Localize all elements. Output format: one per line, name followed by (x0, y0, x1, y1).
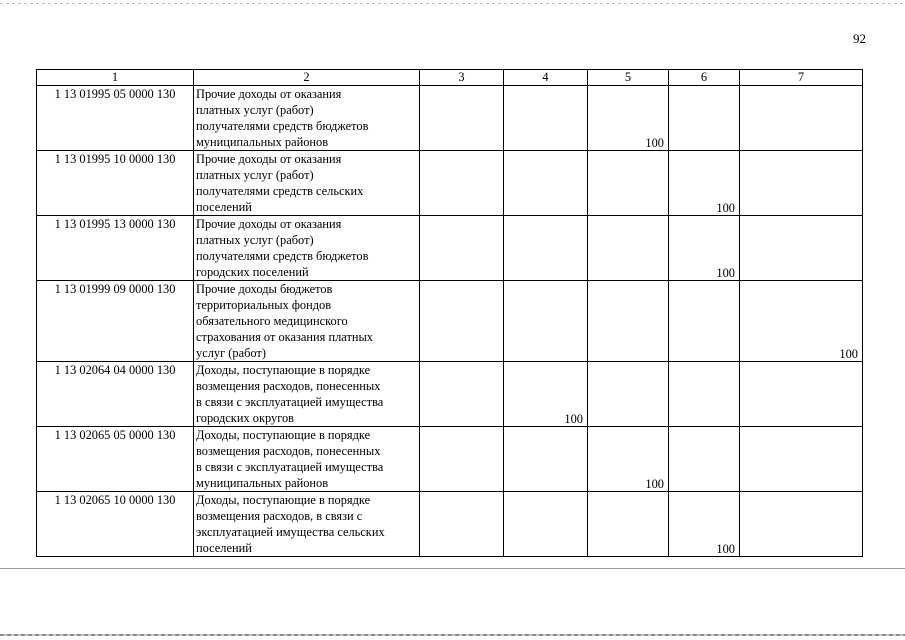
description-line: возмещения расходов, понесенных (196, 444, 381, 458)
column-header: 6 (669, 70, 740, 86)
table-row (37, 427, 863, 492)
value-cell-col3 (420, 281, 504, 362)
column-header: 4 (504, 70, 588, 86)
description-line: поселений (196, 541, 252, 555)
description-cell (194, 427, 420, 492)
description-cell (194, 216, 420, 281)
value-cell-col5 (588, 492, 669, 557)
description-line: получателями средств сельских (196, 184, 364, 198)
value-cell-col6 (669, 86, 740, 151)
budget-code-cell: 1 13 02064 04 0000 130 (37, 362, 194, 427)
description-line: платных услуг (работ) (196, 168, 314, 182)
value-cell-col7 (740, 492, 863, 557)
value-cell-col7 (740, 151, 863, 216)
value-cell-col5: 100 (588, 427, 669, 492)
budget-code-cell: 1 13 01999 09 0000 130 (37, 281, 194, 362)
header-row (37, 70, 863, 86)
description-line: городских округов (196, 411, 295, 425)
description-line: муниципальных районов (196, 476, 329, 490)
description-line: получателями средств бюджетов (196, 249, 369, 263)
description-line: возмещения расходов, понесенных (196, 379, 381, 393)
description-line: услуг (работ) (196, 346, 266, 360)
value-cell-col4: 100 (504, 362, 588, 427)
description-line: в связи с эксплуатацией имущества (196, 460, 384, 474)
value-cell-col7 (740, 216, 863, 281)
value-cell-col5: 100 (588, 86, 669, 151)
scan-edge-top (0, 3, 905, 4)
value-cell-col4 (504, 216, 588, 281)
page-number: 92 (853, 31, 866, 46)
description-line: в связи с эксплуатацией имущества (196, 395, 384, 409)
value-cell-col5 (588, 216, 669, 281)
value-cell-col5 (588, 281, 669, 362)
description-line: возмещения расходов, в связи с (196, 509, 363, 523)
budget-code-cell: 1 13 01995 13 0000 130 (37, 216, 194, 281)
description-cell (194, 492, 420, 557)
description-line: Прочие доходы от оказания (196, 87, 342, 101)
value-cell-col7 (740, 86, 863, 151)
description-line: платных услуг (работ) (196, 103, 314, 117)
value-cell-col3 (420, 151, 504, 216)
table-row (37, 216, 863, 281)
budget-code-cell: 1 13 01995 05 0000 130 (37, 86, 194, 151)
description-line: Прочие доходы от оказания (196, 152, 342, 166)
value-cell-col3 (420, 86, 504, 151)
description-line: эксплуатацией имущества сельских (196, 525, 385, 539)
value-cell-col3 (420, 492, 504, 557)
value-cell-col4 (504, 492, 588, 557)
value-cell-col6 (669, 427, 740, 492)
description-line: Доходы, поступающие в порядке (196, 363, 371, 377)
value-cell-col3 (420, 216, 504, 281)
column-header: 7 (740, 70, 863, 86)
description-line: платных услуг (работ) (196, 233, 314, 247)
description-line: Прочие доходы бюджетов (196, 282, 333, 296)
table-row (37, 281, 863, 362)
value-cell-col6: 100 (669, 151, 740, 216)
revenue-distribution-table (36, 69, 863, 557)
value-cell-col4 (504, 86, 588, 151)
value-cell-col7: 100 (740, 281, 863, 362)
description-line: Доходы, поступающие в порядке (196, 493, 371, 507)
column-header: 1 (37, 70, 194, 86)
budget-code-cell: 1 13 01995 10 0000 130 (37, 151, 194, 216)
value-cell-col6: 100 (669, 492, 740, 557)
value-cell-col4 (504, 427, 588, 492)
table-row (37, 151, 863, 216)
scan-edge-divider (0, 568, 905, 569)
description-line: Прочие доходы от оказания (196, 217, 342, 231)
value-cell-col3 (420, 427, 504, 492)
description-line: территориальных фондов (196, 298, 332, 312)
description-cell (194, 86, 420, 151)
table-row (37, 492, 863, 557)
column-header: 3 (420, 70, 504, 86)
description-line: страхования от оказания платных (196, 330, 374, 344)
description-line: получателями средств бюджетов (196, 119, 369, 133)
description-line: городских поселений (196, 265, 309, 279)
budget-code-cell: 1 13 02065 05 0000 130 (37, 427, 194, 492)
value-cell-col7 (740, 362, 863, 427)
budget-code-cell: 1 13 02065 10 0000 130 (37, 492, 194, 557)
value-cell-col6: 100 (669, 216, 740, 281)
value-cell-col6 (669, 281, 740, 362)
value-cell-col7 (740, 427, 863, 492)
description-cell (194, 281, 420, 362)
value-cell-col4 (504, 151, 588, 216)
description-cell (194, 362, 420, 427)
column-header: 2 (194, 70, 420, 86)
description-cell (194, 151, 420, 216)
value-cell-col3 (420, 362, 504, 427)
table-row (37, 362, 863, 427)
value-cell-col6 (669, 362, 740, 427)
description-line: поселений (196, 200, 252, 214)
value-cell-col4 (504, 281, 588, 362)
value-cell-col5 (588, 362, 669, 427)
value-cell-col5 (588, 151, 669, 216)
description-line: муниципальных районов (196, 135, 329, 149)
description-line: обязательного медицинского (196, 314, 348, 328)
column-header: 5 (588, 70, 669, 86)
scan-edge-bottom (0, 634, 905, 636)
table-row (37, 86, 863, 151)
description-line: Доходы, поступающие в порядке (196, 428, 371, 442)
